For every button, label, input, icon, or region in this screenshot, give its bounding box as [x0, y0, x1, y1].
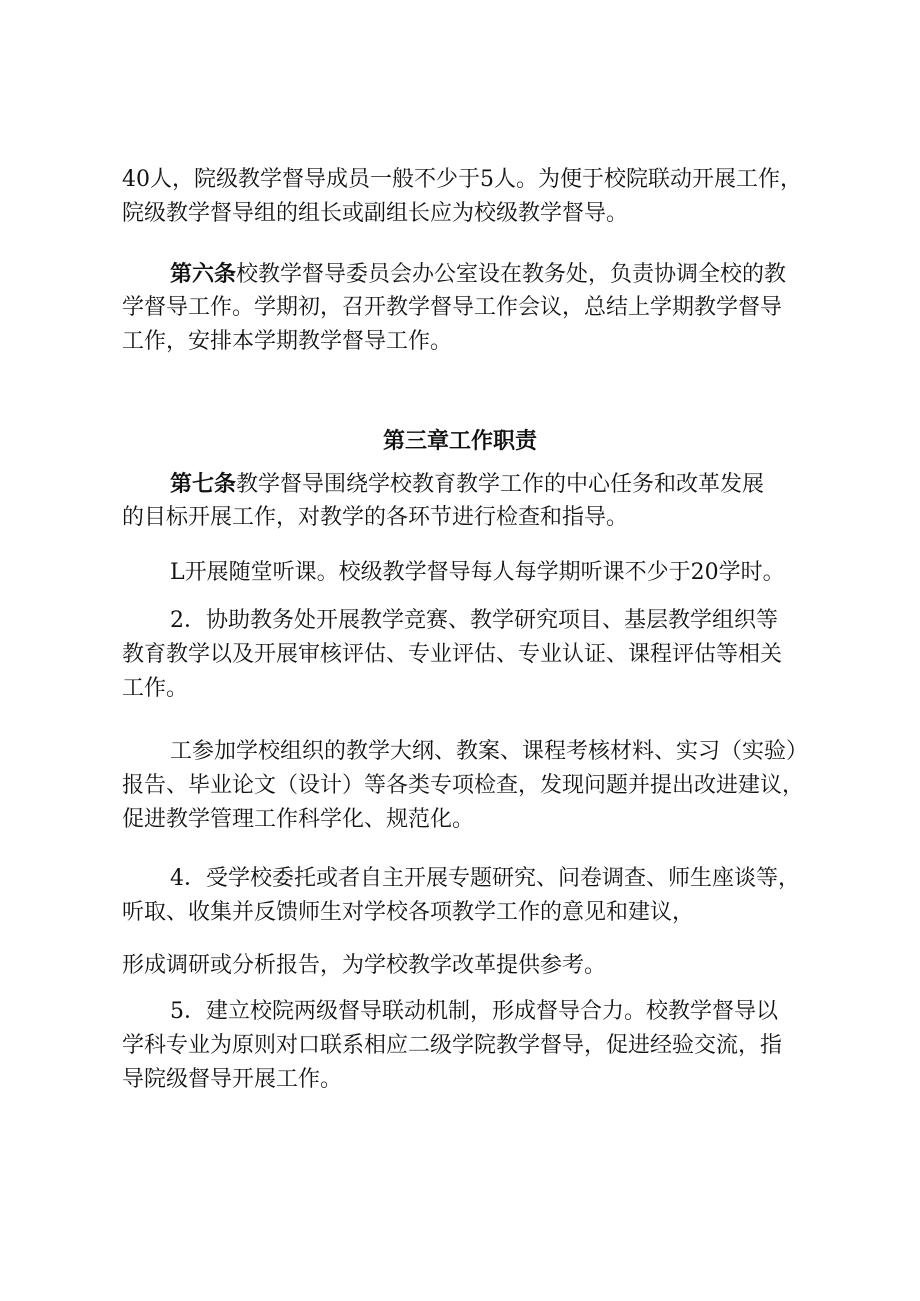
text-line: 工作，安排本学期教学督导工作。 [122, 329, 453, 354]
list-item-3 [122, 735, 822, 837]
list-item-2 [122, 604, 822, 706]
text-line [122, 467, 822, 501]
text-line: 工参加学校组织的教学大纲、教案、课程考核材料、实习（实验） [170, 739, 809, 764]
article-label: 第七条 [170, 471, 237, 497]
text-line: 40人，院级教学督导成员一般不少于5人。为便于校院联动开展工作， [122, 167, 802, 192]
text-line: 教育教学以及开展审核评估、专业评估、专业认证、课程评估等相关 [122, 642, 783, 667]
article-label: 第六条 [170, 261, 237, 287]
list-item-4 [122, 862, 822, 930]
text-line: 5．建立校院两级督导联动机制，形成督导合力。校教学督导以 [170, 999, 778, 1024]
article-6 [122, 257, 822, 359]
text-line: 2．协助教务处开展教学竞赛、教学研究项目、基层教学组织等 [170, 608, 778, 633]
text-line: 形成调研或分析报告，为学校教学改革提供参考。 [122, 953, 607, 978]
text-line: 报告、毕业论文（设计）等各类专项检查，发现问题并提出改进建议， [122, 773, 805, 798]
text-line: 学科专业为原则对口联系相应二级学院教学督导，促进经验交流，指 [122, 1033, 783, 1058]
list-item-1 [122, 556, 822, 590]
chapter-title: 第三章工作职责 [382, 428, 537, 454]
text-line: 听取、收集并反馈师生对学校各项教学工作的意见和建议， [122, 900, 695, 925]
paragraph-continued [122, 163, 822, 231]
article-text: 校教学督导委员会办公室设在教务处，负责协调全校的教 [236, 262, 787, 287]
text-line: 导院级督导开展工作。 [122, 1067, 343, 1092]
text-line: 的目标开展工作，对教学的各环节进行检查和指导。 [122, 505, 629, 530]
text-line: 工作。 [122, 676, 189, 701]
text-line: 促进教学管理工作科学化、规范化。 [122, 807, 475, 832]
list-item-4-continuation [122, 949, 822, 983]
text-line: 学督导工作。学期初，召开教学督导工作会议，总结上学期教学督导 [122, 295, 783, 320]
text-line [122, 257, 822, 291]
text-line: 4．受学校委托或者自主开展专题研究、问卷调查、师生座谈等， [170, 866, 800, 891]
text-line: 院级教学督导组的组长或副组长应为校级教学督导。 [122, 201, 629, 226]
article-7 [122, 467, 822, 535]
text-line: L开展随堂听课。校级教学督导每人每学期听课不少于20学时。 [170, 560, 785, 585]
list-item-5 [122, 995, 822, 1097]
article-text: 教学督导围绕学校教育教学工作的中心任务和改革发展 [236, 472, 765, 497]
